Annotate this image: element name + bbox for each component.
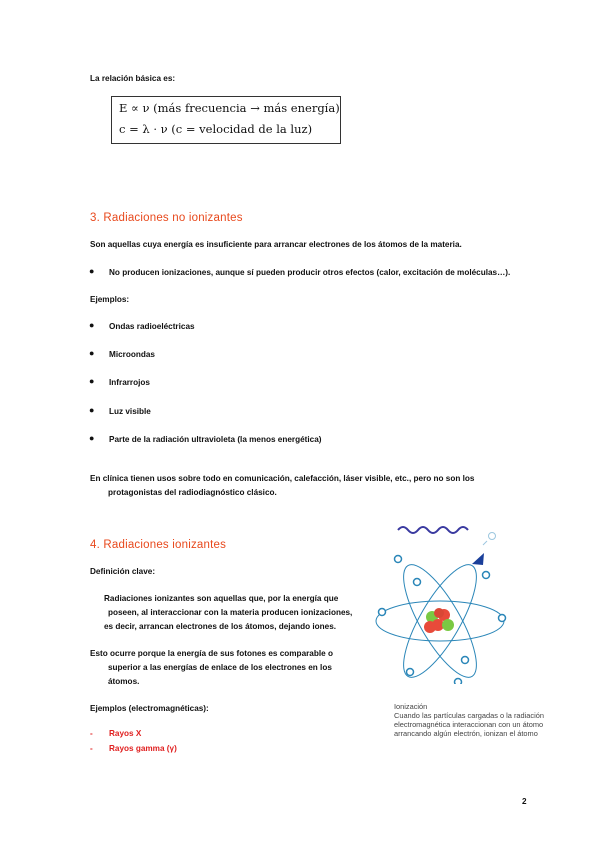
atom-ionization-illustration (368, 524, 520, 684)
dash-icon: - (90, 729, 93, 738)
formula-line-2: c = λ · ν (c = velocidad de la luz) (119, 122, 313, 136)
bullet-icon: ● (89, 376, 95, 386)
bullet-icon: ● (89, 266, 95, 276)
example-item: Microondas (109, 350, 155, 359)
cause-line: Esto ocurre porque la energía de sus fotones es comparable o (90, 649, 333, 658)
ejected-electron-icon (483, 533, 496, 546)
formula-line-1: E ∝ ν (más frecuencia → más energía) (119, 101, 340, 115)
section-4-title: 4. Radiaciones ionizantes (90, 539, 227, 551)
page-number: 2 (522, 797, 527, 806)
caption-line: Cuando las partículas cargadas o la radiación (394, 711, 544, 720)
clinic-text-2: protagonistas del radiodiagnóstico clásico. (108, 488, 277, 497)
key-line: es decir, arrancan electrones de los átomos, dejando iones. (104, 622, 337, 631)
key-line: poseen, al interaccionar con la materia producen ionizaciones, (108, 608, 353, 617)
examples-label: Ejemplos: (90, 295, 130, 304)
example-item: Ondas radioeléctricas (109, 322, 195, 331)
caption-line: electromagnética interaccionan con un átomo (394, 720, 544, 729)
red-example-item: Rayos gamma (γ) (109, 744, 177, 753)
section-3-title: 3. Radiaciones no ionizantes (90, 212, 243, 224)
dash-icon: - (90, 744, 93, 753)
formula-box (111, 96, 341, 144)
figure-caption (394, 702, 544, 738)
caption-title: Ionización (394, 702, 428, 711)
bullet-icon: ● (89, 320, 95, 330)
nucleus-icon (424, 608, 454, 633)
cause-line: superior a las energías de enlace de los electrones en los (108, 663, 332, 672)
clinic-text-1: En clínica tienen usos sobre todo en comunicación, calefacción, láser visible, etc., pero no son los (90, 474, 475, 483)
bullet-icon: ● (89, 405, 95, 415)
section-3-definition: Son aquellas cuya energía es insuficiente para arrancar electrones de los átomos de la materia. (90, 240, 462, 249)
em-examples-label: Ejemplos (electromagnéticas): (90, 704, 209, 713)
example-item: Parte de la radiación ultravioleta (la menos energética) (109, 435, 322, 444)
bullet-icon: ● (89, 348, 95, 358)
example-item: Infrarrojos (109, 378, 150, 387)
intro-label: La relación básica es: (90, 74, 176, 83)
cause-line: átomos. (108, 677, 140, 686)
caption-line: arrancando algún electrón, ionizan el átomo (394, 729, 538, 738)
example-item: Luz visible (109, 407, 151, 416)
section-3-note: No producen ionizaciones, aunque sí pueden producir otros efectos (calor, excitación de moléculas…). (109, 268, 511, 277)
key-definition-label: Definición clave: (90, 567, 156, 576)
bullet-icon: ● (89, 433, 95, 443)
key-line: Radiaciones ionizantes son aquellas que, por la energía que (104, 594, 339, 603)
arrow-head-icon (472, 553, 484, 565)
photon-wave-icon (398, 527, 468, 533)
red-example-item: Rayos X (109, 729, 142, 738)
